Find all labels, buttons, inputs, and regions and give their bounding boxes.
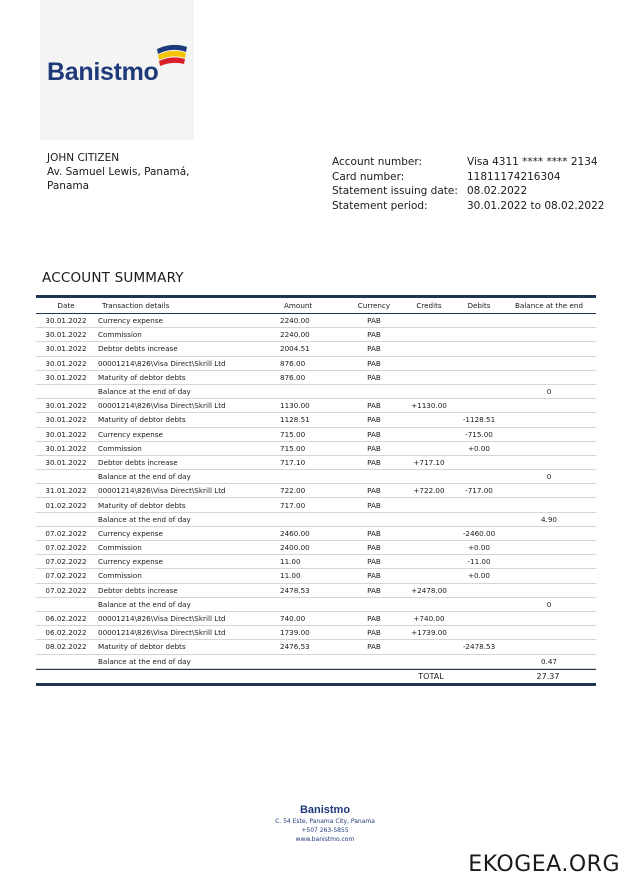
column-header-details: Transaction details: [96, 297, 278, 314]
cell-credits: [402, 314, 456, 328]
cell-date: 30.01.2022: [45, 429, 87, 439]
cell-details: Maturity of debtor debts: [98, 642, 186, 652]
card-number-row: [332, 170, 602, 185]
cell-currency: [346, 597, 402, 611]
cell-amount: 876.00: [280, 358, 306, 368]
cell-amount: [278, 654, 346, 668]
cell-currency: PAB: [367, 543, 381, 553]
cell-debits: -715.00: [465, 429, 493, 439]
cell-date: 30.01.2022: [45, 415, 87, 425]
cell-credits: [402, 441, 456, 455]
cell-balance: 0.47: [540, 656, 557, 666]
cell-credits: [402, 512, 456, 526]
info-label: Statement issuing date:: [332, 185, 458, 197]
bank-logo-mark-icon: [155, 43, 189, 69]
statement-issuing-date-row: [332, 184, 602, 199]
cell-credits: +2478.00: [411, 585, 447, 595]
cell-credits: [402, 356, 456, 370]
cell-credits: [402, 541, 456, 555]
cell-details: Balance at the end of day: [98, 599, 191, 609]
cell-credits: [402, 640, 456, 654]
column-header-balance: Balance at the end: [502, 297, 596, 314]
cell-date: 30.01.2022: [45, 344, 87, 354]
total-row: [36, 670, 596, 686]
cell-debits: [456, 384, 502, 398]
customer-address-block: [47, 151, 190, 193]
cell-amount: 11.00: [280, 571, 301, 581]
cell-details: 00001214\826\Visa Direct\Skrill Ltd: [98, 401, 226, 411]
table-row: [36, 413, 596, 427]
cell-currency: PAB: [367, 528, 381, 538]
table-row: [36, 399, 596, 413]
cell-credits: [402, 555, 456, 569]
cell-details: Debtor debts increase: [98, 585, 178, 595]
cell-debits: [456, 626, 502, 640]
cell-amount: 1739.00: [280, 628, 310, 638]
cell-amount: 2476.53: [280, 642, 310, 652]
cell-balance: 0: [546, 599, 552, 609]
cell-debits: +0.00: [467, 443, 491, 453]
cell-credits: [402, 328, 456, 342]
section-title: ACCOUNT SUMMARY: [42, 270, 184, 286]
cell-amount: 722.00: [280, 486, 306, 496]
info-label: Card number:: [332, 170, 405, 183]
table-row: [36, 526, 596, 540]
table-row: [36, 541, 596, 555]
cell-details: Commission: [98, 330, 142, 340]
cell-details: Balance at the end of day: [98, 387, 191, 397]
table-row: [36, 654, 596, 668]
cell-balance: [502, 370, 596, 384]
cell-details: Maturity of debtor debts: [98, 500, 186, 510]
cell-currency: PAB: [367, 457, 381, 467]
cell-date: 30.01.2022: [45, 457, 87, 467]
cell-balance: [502, 455, 596, 469]
cell-date: [36, 597, 96, 611]
cell-debits: [456, 597, 502, 611]
table-body: [36, 314, 596, 669]
cell-debits: [456, 356, 502, 370]
cell-date: [36, 384, 96, 398]
cell-credits: [402, 427, 456, 441]
table-row: [36, 611, 596, 625]
info-label: Account number:: [332, 156, 423, 168]
footer-address: C. 54 Este, Panama City, Panama: [275, 818, 375, 825]
table-row: [36, 569, 596, 583]
account-info-block: [332, 155, 605, 213]
cell-credits: +1130.00: [411, 401, 447, 411]
cell-debits: [456, 328, 502, 342]
cell-debits: +0.00: [467, 571, 491, 581]
cell-amount: 11.00: [280, 557, 301, 567]
cell-balance: [502, 526, 596, 540]
cell-currency: PAB: [367, 628, 381, 638]
cell-debits: [456, 370, 502, 384]
cell-currency: PAB: [367, 500, 381, 510]
cell-credits: +740.00: [413, 614, 445, 624]
cell-amount: 717.10: [280, 457, 306, 467]
footer-website[interactable]: www.banistmo.com: [295, 836, 355, 843]
cell-currency: [346, 654, 402, 668]
cell-credits: [402, 654, 456, 668]
table-row: [36, 512, 596, 526]
table-row: [36, 370, 596, 384]
cell-date: 06.02.2022: [45, 628, 87, 638]
cell-balance: [502, 555, 596, 569]
cell-amount: [278, 597, 346, 611]
table-row: [36, 555, 596, 569]
table-row: [36, 498, 596, 512]
cell-debits: [456, 611, 502, 625]
account-summary-table: [36, 295, 596, 686]
cell-credits: [402, 597, 456, 611]
watermark: EKOGEA.ORG: [468, 852, 620, 877]
cell-balance: [502, 626, 596, 640]
info-value: 30.01.2022 to 08.02.2022: [467, 199, 605, 212]
cell-details: Debtor debts increase: [98, 457, 178, 467]
cell-currency: PAB: [367, 415, 381, 425]
cell-currency: PAB: [367, 614, 381, 624]
cell-debits: -717.00: [465, 486, 493, 496]
cell-details: Currency expense: [98, 316, 163, 326]
cell-details: Commission: [98, 443, 142, 453]
cell-balance: [502, 413, 596, 427]
cell-date: 01.02.2022: [45, 500, 87, 510]
cell-date: 08.02.2022: [45, 642, 87, 652]
cell-amount: 740.00: [280, 614, 306, 624]
cell-date: 07.02.2022: [45, 585, 87, 595]
account-number-row: [332, 155, 602, 170]
cell-details: Maturity of debtor debts: [98, 415, 186, 425]
cell-amount: 2004.51: [280, 344, 310, 354]
cell-debits: +0.00: [467, 543, 491, 553]
cell-balance: [502, 498, 596, 512]
cell-currency: [346, 512, 402, 526]
customer-address-line2: Panama: [47, 180, 90, 192]
cell-debits: [456, 498, 502, 512]
cell-amount: [278, 384, 346, 398]
cell-date: 30.01.2022: [45, 358, 87, 368]
info-value: Visa 4311 **** **** 2134: [467, 156, 598, 168]
cell-details: 00001214\826\Visa Direct\Skrill Ltd: [98, 358, 226, 368]
cell-details: Maturity of debtor debts: [98, 372, 186, 382]
cell-balance: [502, 541, 596, 555]
cell-credits: [402, 384, 456, 398]
cell-balance: [502, 484, 596, 498]
cell-currency: [346, 470, 402, 484]
cell-details: 00001214\826\Visa Direct\Skrill Ltd: [98, 486, 226, 496]
cell-currency: PAB: [367, 443, 381, 453]
cell-amount: 717.00: [280, 500, 306, 510]
logo-stripe-red: [159, 57, 185, 66]
table-row: [36, 583, 596, 597]
cell-credits: [402, 413, 456, 427]
cell-amount: 715.00: [280, 443, 306, 453]
cell-amount: [278, 470, 346, 484]
cell-date: 30.01.2022: [45, 443, 87, 453]
cell-debits: [456, 455, 502, 469]
table-row: [36, 597, 596, 611]
cell-details: Balance at the end of day: [98, 472, 191, 482]
cell-balance: [502, 356, 596, 370]
customer-name: JOHN CITIZEN: [47, 152, 120, 164]
cell-balance: 0: [546, 472, 552, 482]
cell-date: 31.01.2022: [45, 486, 87, 496]
cell-balance: [502, 583, 596, 597]
cell-details: 00001214\826\Visa Direct\Skrill Ltd: [98, 614, 226, 624]
cell-date: [36, 470, 96, 484]
footer-bank-name: Banistmo: [299, 804, 351, 816]
cell-currency: PAB: [367, 585, 381, 595]
cell-currency: PAB: [367, 642, 381, 652]
cell-balance: [502, 342, 596, 356]
cell-details: Currency expense: [98, 528, 163, 538]
cell-details: Currency expense: [98, 557, 163, 567]
cell-credits: [402, 370, 456, 384]
table-row: [36, 342, 596, 356]
transactions-table: [36, 295, 596, 669]
cell-amount: 1130.00: [280, 401, 310, 411]
cell-currency: PAB: [367, 330, 381, 340]
cell-balance: [502, 314, 596, 328]
info-label: Statement period:: [332, 199, 428, 212]
cell-details: Balance at the end of day: [98, 514, 191, 524]
bank-logo: Banistmo: [47, 58, 159, 86]
cell-amount: 2240.00: [280, 330, 310, 340]
cell-date: 07.02.2022: [45, 557, 87, 567]
cell-credits: [402, 470, 456, 484]
cell-debits: -2478.53: [462, 642, 496, 652]
cell-balance: 0: [546, 387, 552, 397]
cell-date: 30.01.2022: [45, 401, 87, 411]
cell-date: [36, 654, 96, 668]
cell-currency: [346, 384, 402, 398]
cell-debits: [456, 399, 502, 413]
cell-date: 30.01.2022: [45, 316, 87, 326]
cell-credits: [402, 526, 456, 540]
cell-currency: PAB: [367, 401, 381, 411]
table-row: [36, 314, 596, 328]
cell-balance: [502, 328, 596, 342]
cell-date: 07.02.2022: [45, 571, 87, 581]
cell-debits: [456, 342, 502, 356]
cell-balance: [502, 569, 596, 583]
table-row: [36, 626, 596, 640]
cell-details: Currency expense: [98, 429, 163, 439]
cell-date: 07.02.2022: [45, 543, 87, 553]
cell-amount: 2478.53: [280, 585, 310, 595]
cell-currency: PAB: [367, 344, 381, 354]
column-header-date: Date: [36, 297, 96, 314]
cell-balance: [502, 399, 596, 413]
footer: [225, 803, 425, 844]
cell-debits: [456, 512, 502, 526]
total-label: TOTAL: [418, 671, 444, 681]
cell-currency: PAB: [367, 486, 381, 496]
cell-credits: +722.00: [413, 486, 445, 496]
cell-debits: -1128.51: [462, 415, 496, 425]
table-row: [36, 640, 596, 654]
cell-currency: PAB: [367, 557, 381, 567]
cell-amount: [278, 512, 346, 526]
cell-debits: -2460.00: [462, 528, 496, 538]
cell-amount: 715.00: [280, 429, 306, 439]
cell-currency: PAB: [367, 571, 381, 581]
cell-amount: 2460.00: [280, 528, 310, 538]
cell-date: 30.01.2022: [45, 330, 87, 340]
table-row: [36, 470, 596, 484]
table-row: [36, 328, 596, 342]
table-row: [36, 356, 596, 370]
table-row: [36, 484, 596, 498]
cell-amount: 2400.00: [280, 543, 310, 553]
cell-date: 07.02.2022: [45, 528, 87, 538]
cell-date: [36, 512, 96, 526]
total-value: 27.37: [536, 671, 560, 681]
cell-currency: PAB: [367, 429, 381, 439]
column-header-currency: Currency: [346, 297, 402, 314]
cell-balance: 4.90: [540, 514, 557, 524]
cell-amount: 2240.00: [280, 316, 310, 326]
cell-credits: [402, 342, 456, 356]
cell-balance: [502, 427, 596, 441]
column-header-amount: Amount: [278, 297, 346, 314]
cell-credits: +717.10: [413, 457, 445, 467]
cell-debits: [456, 314, 502, 328]
cell-balance: [502, 640, 596, 654]
table-row: [36, 384, 596, 398]
cell-details: Debtor debts increase: [98, 344, 178, 354]
cell-debits: [456, 654, 502, 668]
cell-credits: +1739.00: [411, 628, 447, 638]
cell-details: Commission: [98, 543, 142, 553]
column-header-debits: Debits: [456, 297, 502, 314]
table-row: [36, 455, 596, 469]
column-header-credits: Credits: [402, 297, 456, 314]
cell-credits: [402, 569, 456, 583]
footer-phone: +507 263-5855: [301, 827, 349, 834]
cell-balance: [502, 441, 596, 455]
customer-address-line1: Av. Samuel Lewis, Panamá,: [47, 166, 190, 178]
cell-balance: [502, 611, 596, 625]
cell-date: 30.01.2022: [45, 372, 87, 382]
cell-amount: 1128.51: [280, 415, 310, 425]
cell-debits: [456, 583, 502, 597]
cell-currency: PAB: [367, 358, 381, 368]
table-row: [36, 441, 596, 455]
cell-debits: -11.00: [467, 557, 491, 567]
cell-details: Commission: [98, 571, 142, 581]
cell-details: Balance at the end of day: [98, 656, 191, 666]
info-value: 08.02.2022: [467, 185, 528, 197]
info-value: 11811174216304: [467, 170, 561, 183]
cell-amount: 876.00: [280, 372, 306, 382]
cell-currency: PAB: [367, 372, 381, 382]
cell-currency: PAB: [367, 316, 381, 326]
statement-period-row: [332, 199, 605, 214]
table-header-row: [36, 297, 596, 314]
cell-date: 06.02.2022: [45, 614, 87, 624]
table-row: [36, 427, 596, 441]
cell-credits: [402, 498, 456, 512]
cell-details: 00001214\826\Visa Direct\Skrill Ltd: [98, 628, 226, 638]
cell-debits: [456, 470, 502, 484]
